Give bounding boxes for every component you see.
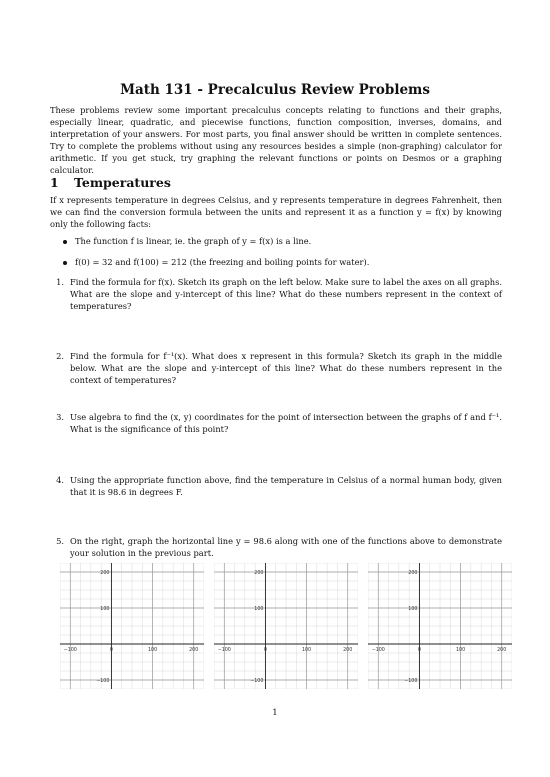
y-tick-label: 100: [100, 606, 110, 612]
x-tick-label: 0: [417, 648, 421, 653]
problem-number: 2.: [56, 351, 64, 361]
y-tick-label: −100: [96, 678, 110, 684]
graph-grid-middle: [214, 563, 358, 689]
problem-number: 3.: [56, 412, 64, 422]
problem-text: Using the appropriate function above, find the temperature in Celsius of a normal human body, given that it is 98.6 in degrees F.: [70, 475, 502, 497]
x-tick-label: 200: [497, 648, 507, 653]
x-tick-label: −100: [371, 648, 385, 653]
intro-paragraph: These problems review some important precalculus concepts relating to functions and their graphs, especially linear, quadratic, and piecewise functions, function composition, inverses, domains, and interpretation of your answers. For most parts, you final answer should be written in complete sentences. Try to complete the problems without using any resources besides a simple (non-graphing) calculator for arithmetic. If you get stuck, try graphing the relevant functions or points on Desmos or a graphing calculator.: [50, 105, 502, 175]
y-tick-label: 100: [254, 606, 264, 612]
y-tick-label: −100: [250, 678, 264, 684]
x-tick-label: 200: [189, 648, 199, 653]
section-number: 1: [50, 175, 59, 190]
problem-number: 5.: [56, 536, 64, 546]
y-tick-label: 100: [408, 606, 418, 612]
section-lead-paragraph: If x represents temperature in degrees Celsius, and y represents temperature in degrees Fahrenheit, then we can find the conversion formula between the units and represent it as a function y = f(x) by knowing only the following facts:: [50, 195, 502, 229]
section-title: Temperatures: [74, 175, 171, 190]
page-title: Math 131 - Precalculus Review Problems: [120, 82, 430, 98]
x-tick-label: 100: [455, 648, 466, 653]
y-tick-label: 200: [100, 570, 110, 576]
problem-number: 1.: [56, 277, 64, 287]
x-tick-label: −100: [217, 648, 231, 653]
x-tick-label: 0: [109, 648, 113, 653]
bullet-dot: [63, 261, 67, 265]
bullet-dot: [63, 240, 67, 244]
graph-grid-right: [368, 563, 512, 689]
section-heading: [50, 175, 171, 190]
y-tick-label: −100: [404, 678, 418, 684]
x-tick-label: 0: [263, 648, 267, 653]
graph-svg: [368, 563, 512, 689]
bullet-text: The function f is linear, ie. the graph of y = f(x) is a line.: [75, 236, 312, 246]
problem-text: On the right, graph the horizontal line y = 98.6 along with one of the functions above to demonstrate your solution in the previous part.: [70, 536, 502, 558]
x-tick-label: 200: [343, 648, 353, 653]
x-tick-label: 100: [301, 648, 312, 653]
problem-number: 4.: [56, 475, 64, 485]
y-tick-label: 200: [254, 570, 264, 576]
bullet-text: f(0) = 32 and f(100) = 212 (the freezing and boiling points for water).: [75, 257, 370, 267]
x-tick-label: −100: [63, 648, 77, 653]
problem-text: Find the formula for f(x). Sketch its graph on the left below. Make sure to label the axes on all graphs. What are the slope and y-intercept of this line? What do these numbers represent in the context of temperatures?: [70, 277, 502, 311]
graph-svg: [60, 563, 204, 689]
y-tick-label: 200: [408, 570, 418, 576]
graph-grid-left: [60, 563, 204, 689]
problem-text: Find the formula for f⁻¹(x). What does x represent in this formula? Sketch its graph in the middle below. What are the slope and y-intercept of this line? What do these numbers represent in the context of temperatures?: [70, 351, 502, 385]
problem-text: Use algebra to find the (x, y) coordinates for the point of intersection between the graphs of f and f⁻¹. What is the significance of this point?: [70, 412, 502, 434]
page-number: 1: [272, 708, 278, 718]
x-tick-label: 100: [147, 648, 158, 653]
graph-svg: [214, 563, 358, 689]
